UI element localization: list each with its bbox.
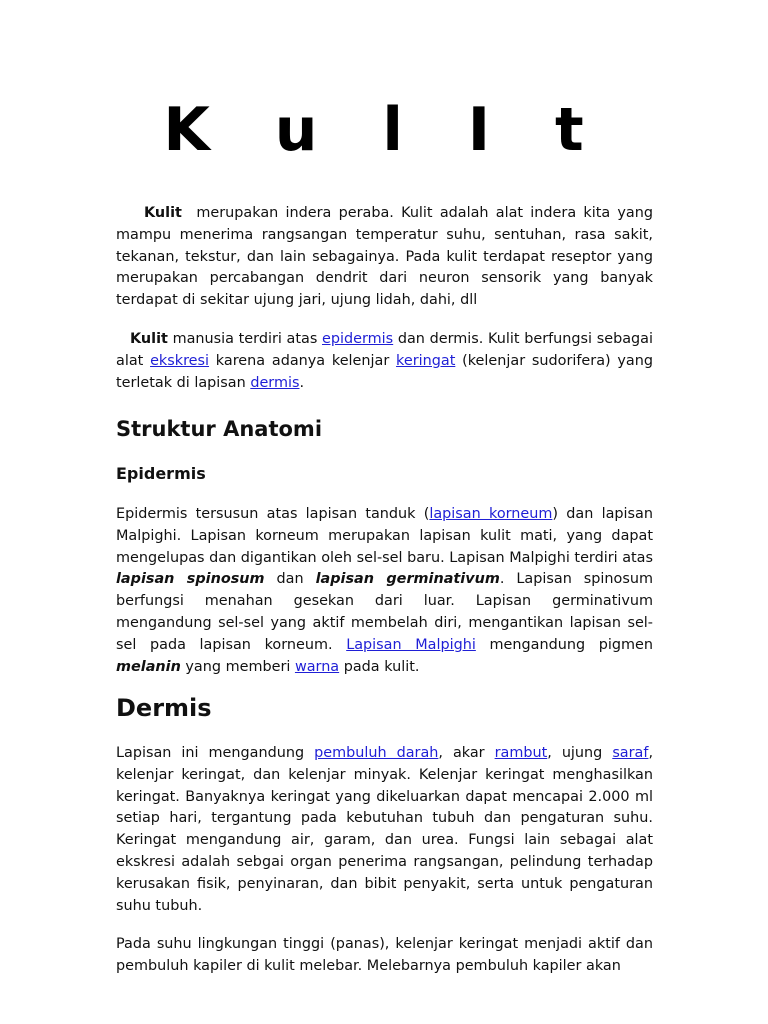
link-saraf[interactable]: saraf (612, 745, 649, 761)
link-rambut[interactable]: rambut (494, 745, 548, 761)
heading-struktur-anatomi: Struktur Anatomi (116, 417, 323, 441)
term-lapisan-germinativum: lapisan germinativum (315, 571, 500, 588)
intro-paragraph (116, 203, 653, 312)
link-ekskresi[interactable]: ekskresi (150, 352, 210, 369)
epidermis-paragraph: Epidermis tersusun atas lapisan tanduk (lapisan korneum) dan lapisan Malpighi. Lapisan korneum merupakan lapisan kulit mati, yang dapat mengelupas dan digantikan oleh sel-sel baru. Lapisan Malpighi terdiri atas lapisan spinosum dan lapisan germinativum. Lapisan spinosum berfungsi menahan gesekan dari luar. Lapisan germinativum mengandung sel-sel yang aktif membelah diri, mengantikan lapisan sel-sel pada lapisan korneum. Lapisan Malpighi mengandung pigmen melanin yang memberi warna pada kulit. (116, 506, 653, 675)
link-warna[interactable]: warna (294, 658, 340, 675)
last-paragraph: Pada suhu lingkungan tinggi (panas), kelenjar keringat menjadi aktif dan pembuluh kapiler di kulit melebar. Melebarnya pembuluh kapiler akan (116, 936, 653, 974)
intro-text: merupakan indera peraba. Kulit adalah alat indera kita yang mampu menerima rangsangan temperatur suhu, sentuhan, rasa sakit, tekanan, tekstur, dan lain sebagainya. Pada kulit terdapat reseptor yang merupakan percabangan dendrit dari neuron sensorik yang banyak terdapat di sekitar ujung jari, ujung lidah, dahi, dll (116, 205, 654, 309)
term-melanin: melanin (116, 658, 181, 675)
link-keringat[interactable]: keringat (396, 352, 456, 369)
link-lapisan-malpighi[interactable]: Lapisan Malpighi (346, 636, 476, 653)
heading-dermis: Dermis (116, 694, 212, 722)
link-pembuluh-darah[interactable]: pembuluh darah (314, 745, 439, 761)
kulit-definition-paragraph: Kulit manusia terdiri atas epidermis dan dermis. Kulit berfungsi sebagai alat ekskresi karena adanya kelenjar keringat (kelenjar sudorifera) yang terletak di lapisan dermis. (116, 331, 653, 391)
term-lapisan-spinosum: lapisan spinosum (116, 571, 265, 588)
dermis-paragraph: Lapisan ini mengandung pembuluh darah, akar rambut, ujung saraf, kelenjar keringat, dan kelenjar minyak. Kelenjar keringat menghasilkan keringat. Banyaknya keringat yang dikeluarkan dapat mencapai 2.000 ml setiap hari, tergantung pada kebutuhan tubuh dan pengaturan suhu. Keringat mengandung air, garam, dan urea. Fungsi lain sebagai alat ekskresi adalah sebgai organ penerima rangsangan, pelindung terhadap kerusakan fisik, penyinaran, dan bibit penyakit, serta untuk pengaturan suhu tubuh. (116, 745, 654, 914)
link-lapisan-korneum[interactable]: lapisan korneum (429, 506, 553, 522)
page-title: K u l I t (163, 95, 606, 165)
heading-epidermis: Epidermis (116, 464, 206, 483)
intro-lead: Kulit (144, 205, 182, 221)
link-dermis[interactable]: dermis (250, 374, 300, 391)
para2-lead: Kulit (130, 331, 168, 347)
link-epidermis[interactable]: epidermis (322, 331, 394, 347)
